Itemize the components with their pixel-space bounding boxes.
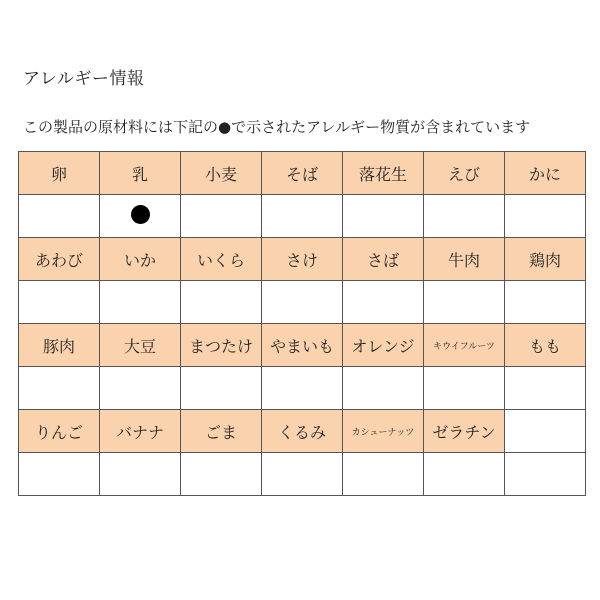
- allergen-name-cell: いくら: [181, 238, 262, 281]
- allergen-name-cell: あわび: [19, 238, 100, 281]
- allergen-mark-row: [19, 281, 586, 324]
- allergen-name-cell: 牛肉: [424, 238, 505, 281]
- allergen-name-cell: キウイフルーツ: [424, 324, 505, 367]
- allergen-mark-cell: [424, 195, 505, 238]
- allergen-name-cell: 豚肉: [19, 324, 100, 367]
- allergen-mark-cell: [505, 367, 586, 410]
- allergen-mark-cell: [19, 453, 100, 496]
- allergen-mark-cell: [424, 367, 505, 410]
- allergen-name-cell: カシューナッツ: [343, 410, 424, 453]
- allergen-mark-cell: [181, 367, 262, 410]
- allergen-mark-row: [19, 367, 586, 410]
- allergen-name-cell: 鶏肉: [505, 238, 586, 281]
- allergen-name-row: [19, 152, 586, 195]
- allergen-name-cell: かに: [505, 152, 586, 195]
- allergen-mark-cell: [262, 195, 343, 238]
- allergen-mark-cell: [19, 281, 100, 324]
- allergen-mark-cell: [19, 367, 100, 410]
- page-title: アレルギー情報: [23, 69, 145, 89]
- allergen-mark-cell: [343, 367, 424, 410]
- allergen-mark-cell: [262, 367, 343, 410]
- allergen-name-cell: バナナ: [100, 410, 181, 453]
- allergen-mark-cell: [100, 195, 181, 238]
- allergen-name-row: [19, 324, 586, 367]
- allergen-table: [18, 151, 586, 496]
- allergen-mark-cell: [19, 195, 100, 238]
- allergen-name-cell: やまいも: [262, 324, 343, 367]
- allergen-name-cell: そば: [262, 152, 343, 195]
- allergen-mark-cell: [181, 453, 262, 496]
- allergen-mark-cell: [505, 281, 586, 324]
- allergen-mark-cell: [424, 281, 505, 324]
- allergen-name-cell: もも: [505, 324, 586, 367]
- contains-marker: [131, 205, 150, 224]
- allergen-mark-cell: [262, 453, 343, 496]
- allergen-name-row: [19, 238, 586, 281]
- allergen-mark-cell: [100, 453, 181, 496]
- allergen-mark-cell: [424, 453, 505, 496]
- allergen-name-cell: 大豆: [100, 324, 181, 367]
- allergen-name-cell: オレンジ: [343, 324, 424, 367]
- allergen-name-cell: えび: [424, 152, 505, 195]
- allergen-name-cell: ごま: [181, 410, 262, 453]
- allergen-mark-cell: [100, 281, 181, 324]
- allergen-mark-cell: [343, 281, 424, 324]
- allergen-mark-cell: [505, 195, 586, 238]
- allergen-name-cell: 乳: [100, 152, 181, 195]
- allergen-name-cell: 落花生: [343, 152, 424, 195]
- allergen-name-cell: いか: [100, 238, 181, 281]
- allergen-mark-cell: [505, 453, 586, 496]
- allergen-name-row: [19, 410, 586, 453]
- allergen-mark-cell: [181, 195, 262, 238]
- allergen-name-cell: 小麦: [181, 152, 262, 195]
- allergen-mark-row: [19, 195, 586, 238]
- allergen-mark-cell: [100, 367, 181, 410]
- allergen-name-cell: りんご: [19, 410, 100, 453]
- allergen-name-cell: さば: [343, 238, 424, 281]
- allergen-mark-cell: [343, 195, 424, 238]
- allergen-name-cell: くるみ: [262, 410, 343, 453]
- allergen-name-cell: さけ: [262, 238, 343, 281]
- allergen-mark-cell: [181, 281, 262, 324]
- empty-cell: [505, 410, 586, 453]
- allergen-mark-cell: [343, 453, 424, 496]
- allergen-name-cell: 卵: [19, 152, 100, 195]
- allergen-mark-row: [19, 453, 586, 496]
- allergen-name-cell: ゼラチン: [424, 410, 505, 453]
- allergen-mark-cell: [262, 281, 343, 324]
- allergen-name-cell: まつたけ: [181, 324, 262, 367]
- allergen-note: この製品の原材料には下記の●で示されたアレルギー物質が含まれています: [23, 118, 531, 136]
